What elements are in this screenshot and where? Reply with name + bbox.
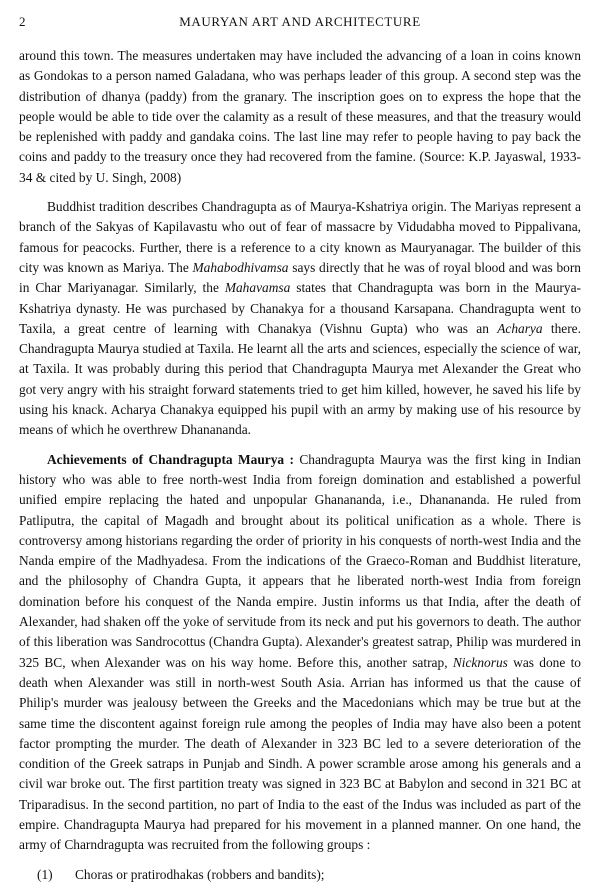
text-run: says directly that he was of royal blood and was born in Char Mariyanagar. Similarly, the xyxy=(19,259,581,296)
page-header xyxy=(19,12,581,32)
paragraph-buddhist-tradition xyxy=(19,197,581,441)
text-run: Chandragupta Maurya was the first king in Indian history who was able to free north-west India from foreign domination and established a powerful unified empire replacing the hated and unpopular Ghanananda, i.e., Dhanananda. He ruled from Patliputra, the capital of Magadh and brought about its political unification as a whole. There is controversy among historians regarding the order of priority in his conquests of north-west India and the Nanda empire of the Madhyadesa. From the indications of the Graeco-Roman and Buddhist literature, and the philosophy of Chandra Gupta, it appears that he liberated north-west India from foreign domination before his conquest of the Nanda empire. Justin informs us that India, after the death of Alexander, had shaken off the yoke of servitude from its neck and put his governors to death. The author of this liberation was Sandrocottus (Chandra Gupta). Alexander's greatest satrap, Philip was murdered in 325 BC, when Alexander was on his way home. Before this, another satrap, xyxy=(19,451,581,670)
list-item-number: (1) xyxy=(37,866,53,882)
section-heading: Achievements of Chandragupta Maurya : xyxy=(47,451,294,467)
italic-term-nicknorus: Nicknorus xyxy=(452,654,508,670)
running-head: MAURYAN ART AND ARCHITECTURE xyxy=(179,14,421,29)
italic-term-mahavamsa: Mahavamsa xyxy=(224,280,291,296)
paragraph-famine-inscription: around this town. The measures undertaken may have included the advancing of a loan in coins known as Gondokas to a person named Galadana, who was perhaps leader of this group. A second step was the distribution of dhanya (paddy) from the granary. The inscription goes on to express the hope that the people would be able to tide over the calamity as a result of these measures, and that the treasury would be replenished with paddy and gandaka coins. The last line may refer to people having to pay back the coins and paddy to the treasury once they had recovered from the famine. (Source: K.P. Jayaswal, 1933-34 & cited by U. Singh, 2008) xyxy=(19,48,581,185)
list-item-text: Choras or pratirodhakas (robbers and bandits); xyxy=(75,866,325,882)
text-run: Buddhist tradition describes Chandragupta as of Maurya-Kshatriya origin. The Mariyas represent a branch of the Sakyas of Kapilavastu who out of fear of massacre by Vidudabha moved to Pippalivana, famous for peacocks. Further, there is a reference to a city known as Mauryanagar. The builder of this city was known as Mariya. The xyxy=(19,199,581,275)
text-run: there. Chandragupta Maurya studied at Taxila. He learnt all the arts and sciences, especially the science of war, at Taxila. It was probably during this period that Chandragupta Maurya met Alexander the Great who got very angry with his straight forward statements tried to get him killed, however, he saved his life by using his knack. Acharya Chanakya equipped his pupil with an army by making use of his resource by means of which he overthrew Dhanananda. xyxy=(19,320,581,438)
italic-term-acharya: Acharya xyxy=(497,320,543,336)
list-item xyxy=(19,865,581,885)
paragraph-achievements xyxy=(19,450,581,856)
page-number: 2 xyxy=(19,14,26,29)
body-text xyxy=(19,46,581,885)
text-run: was done to death when Alexander was still in north-west South Asia. Arrian has informed us that the cause of Philip's murder was jealousy between the Greeks and the Macedonians which may be true but at the same time the discontent against foreign rule among the peoples of India may have also been a potent factor prompting the murder. The death of Alexander in 323 BC led to a severe deterioration of the condition of the Greek satraps in Punjab and Sindh. A power scramble arose among his generals and a civil war broke out. The first partition treaty was signed in 323 BC at Babylon and second in 321 BC at Triparadisus. In the second partition, no part of India to the east of the Indus was included as part of the empire. Chandragupta Maurya had prepared for his movement in a planned manner. On one hand, the army of Charndragupta was recruited from the following groups : xyxy=(19,654,581,853)
italic-term-mahabodhivamsa: Mahabodhivamsa xyxy=(192,259,289,275)
text-run: states that Chandragupta was born in the Maurya-Kshatriya dynasty. He was purchased by Chanakya for a thousand Karsapana. Chandragupta went to Taxila, a great centre of learning with Chanakya (Vishnu Gupta) who was an xyxy=(19,280,581,336)
